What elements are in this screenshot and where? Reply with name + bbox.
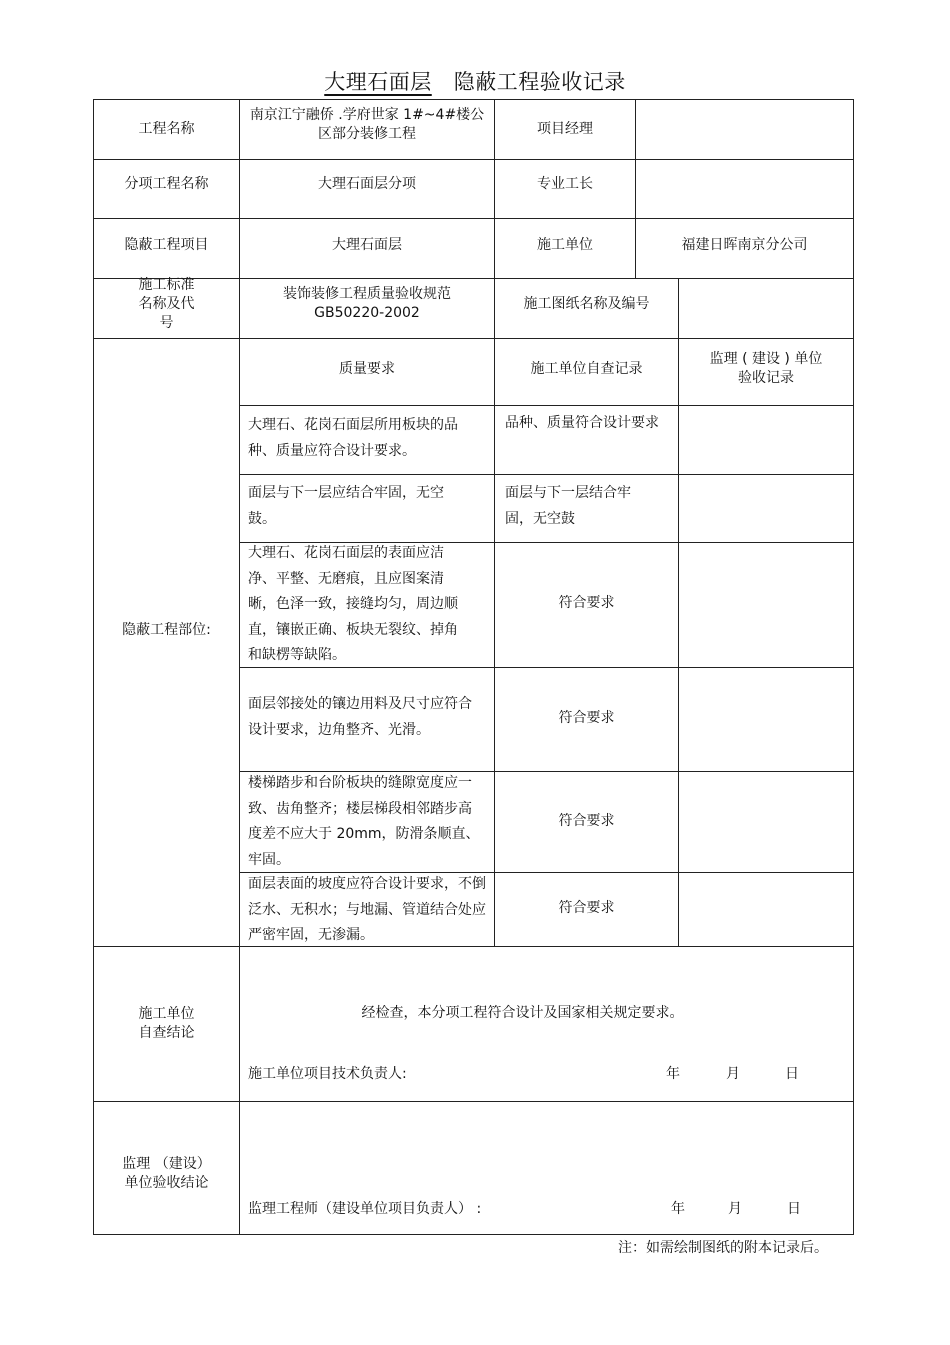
self-check-text: 面层与下一层结合牢固，无空鼓 xyxy=(505,485,631,527)
project-name-value: 南京江宁融侨 .学府世家 1#~4#楼公区部分装修工程 xyxy=(249,107,485,142)
title-part1: 大理石面层 xyxy=(324,70,432,94)
supervision-conclusion-day: 日 xyxy=(787,1201,801,1217)
drawing-value xyxy=(679,279,853,329)
self-conclusion-day: 日 xyxy=(785,1066,799,1082)
foreman-value xyxy=(636,160,853,208)
standard-label: 施工标准名称及代号 xyxy=(138,276,195,331)
supervision-conclusion-month: 月 xyxy=(728,1201,742,1217)
supervision-value xyxy=(679,873,853,946)
self-check-text: 符合要求 xyxy=(558,900,615,916)
supervision-value xyxy=(679,475,853,542)
supervision-conclusion-label: 监理 （建设） 单位验收结论 xyxy=(122,1155,211,1191)
self-check-text: 符合要求 xyxy=(558,812,615,829)
supervision-conclusion-signer: 监理工程师（建设单位项目负责人） : xyxy=(248,1201,482,1217)
requirement-text: 大理石、花岗石面层所用板块的品种、质量应符合设计要求。 xyxy=(248,417,458,459)
hidden-item-value: 大理石面层 xyxy=(332,236,402,253)
sub-item-label: 分项工程名称 xyxy=(124,175,209,192)
self-conclusion-year: 年 xyxy=(666,1066,680,1082)
hidden-item-label: 隐蔽工程项目 xyxy=(124,236,209,253)
requirement-text: 面层表面的坡度应符合设计要求，不倒泛水、无积水；与地漏、管道结合处应严密牢固，无渗漏。 xyxy=(248,876,486,943)
col-supervision-header: 监理 ( 建设 ) 单位验收记录 xyxy=(709,351,823,386)
supervision-conclusion-year: 年 xyxy=(671,1201,685,1217)
requirement-text: 大理石、花岗石面层的表面应洁净、平整、无磨痕，且应图案清晰，色泽一致，接缝均匀，周边顺直，镶嵌正确、板块无裂纹、掉角和缺楞等缺陷。 xyxy=(248,545,458,663)
self-check-text: 品种、质量符合设计要求 xyxy=(505,415,659,431)
requirement-text: 面层邻接处的镶边用料及尺寸应符合设计要求，边角整齐、光滑。 xyxy=(248,696,472,738)
self-check-text: 符合要求 xyxy=(558,595,615,611)
self-check-text: 符合要求 xyxy=(558,709,615,726)
col-quality-header: 质量要求 xyxy=(339,360,395,377)
col-self-check-header: 施工单位自查记录 xyxy=(530,360,643,377)
self-conclusion-label: 施工单位自查结论 xyxy=(138,1006,195,1041)
contractor-label: 施工单位 xyxy=(537,236,593,253)
supervision-value xyxy=(679,406,853,474)
drawing-label: 施工图纸名称及编号 xyxy=(523,295,650,312)
requirement-text: 楼梯踏步和台阶板块的缝隙宽度应一致、齿角整齐；楼层梯段相邻踏步高度差不应大于 20mm，防滑条顺直、牢固。 xyxy=(248,775,480,868)
standard-name: 装饰装修工程质量验收规范 xyxy=(283,286,451,302)
page-title xyxy=(0,66,950,96)
supervision-value xyxy=(679,543,853,667)
title-part2: 隐蔽工程验收记录 xyxy=(453,70,626,94)
supervision-value xyxy=(679,772,853,872)
self-conclusion-signer: 施工单位项目技术负责人: xyxy=(248,1066,407,1082)
foreman-label: 专业工长 xyxy=(537,175,593,192)
self-conclusion-text: 经检查，本分项工程符合设计及国家相关规定要求。 xyxy=(361,1004,684,1021)
footnote: 注：如需绘制图纸的附本记录后。 xyxy=(618,1240,828,1256)
standard-code: GB50220-2002 xyxy=(314,305,420,321)
project-name-label: 工程名称 xyxy=(138,121,195,137)
requirement-text: 面层与下一层应结合牢固，无空鼓。 xyxy=(248,485,444,527)
inspection-section-label: 隐蔽工程部位: xyxy=(122,621,211,638)
contractor-value: 福建日晖南京分公司 xyxy=(681,236,808,253)
supervision-value xyxy=(679,668,853,771)
sub-item-value: 大理石面层分项 xyxy=(318,175,416,192)
project-manager-value xyxy=(636,100,853,159)
standard-value xyxy=(240,279,494,329)
project-manager-label: 项目经理 xyxy=(537,121,593,137)
self-conclusion-month: 月 xyxy=(726,1066,740,1082)
